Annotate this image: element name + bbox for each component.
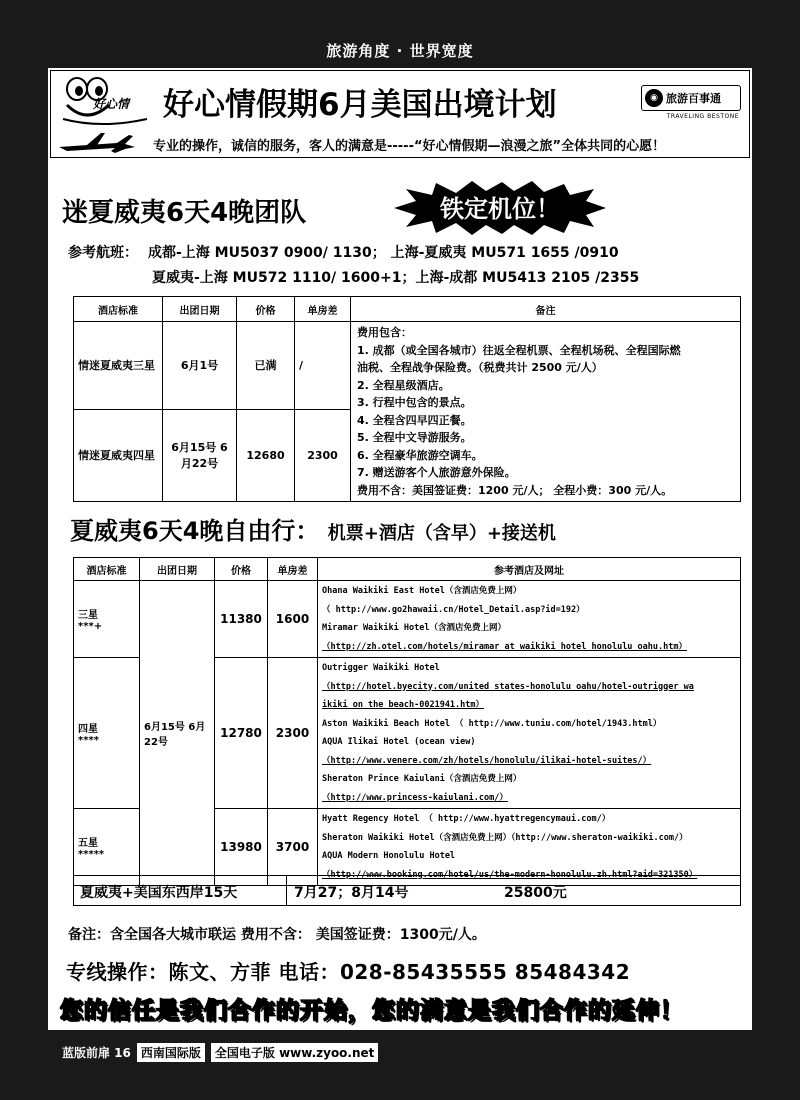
departure-date: 6月1号: [163, 322, 237, 410]
brand-name: 旅游百事通: [666, 92, 721, 105]
table-row: [74, 322, 741, 410]
hotel-line: Hyatt Regency Hotel （ http://www.hyattregencymaui.com/）: [322, 814, 611, 824]
col-header: 出团日期: [140, 558, 215, 581]
top-tagline: 旅游角度 · 世界宽度: [326, 42, 474, 60]
departure-date: 6月15号 6月22号: [140, 581, 215, 886]
brand-badge: [641, 85, 741, 111]
hotel-url-link[interactable]: （http://www.booking.com/hotel/us/the-modern-honolulu.zh.html?aid=321350）: [322, 869, 698, 880]
col-header: 单房差: [295, 297, 351, 322]
note-line: 7. 赠送游客个人旅游意外保险。: [357, 466, 516, 479]
star-mark: ****: [78, 735, 99, 746]
single-supplement: /: [295, 322, 351, 410]
section2-title: [70, 511, 556, 546]
header-title: 好心情假期6月美国出境计划: [163, 87, 557, 123]
starburst-badge: [394, 181, 606, 235]
east-coast-dates: 7月27；8月14号: [294, 885, 409, 901]
flight-line-1: 成都-上海 MU5037 0900/ 1130； 上海-夏威夷 MU571 1655 /0910: [148, 245, 619, 261]
hotel-line: Ohana Waikiki East Hotel（含酒店免费上网）: [322, 586, 522, 596]
single-supplement: 3700: [268, 809, 318, 886]
hotel-line: AQUA Modern Honolulu Hotel: [322, 851, 456, 861]
hotel-list: [318, 658, 741, 809]
col-header: 酒店标准: [74, 558, 140, 581]
note-line: 费用包含：: [357, 326, 412, 339]
price: 已满: [237, 322, 295, 410]
table-header-row: [74, 558, 741, 581]
section2-title-main: 夏威夷6天4晚自由行：: [70, 517, 320, 545]
note-line: 6. 全程豪华旅游空调车。: [357, 448, 483, 462]
table-header-row: [74, 297, 741, 322]
star-cell: [74, 809, 140, 886]
free-travel-table: [73, 557, 741, 886]
globe-icon: ◉: [645, 89, 663, 107]
col-header: 出团日期: [163, 297, 237, 322]
footer-edition-box: 西南国际版: [137, 1043, 205, 1062]
star-cell: [74, 581, 140, 658]
price: 12680: [237, 409, 295, 501]
contact-line: 专线操作：陈文、方菲 电话：028-85435555 85484342: [66, 960, 631, 984]
hotel-line: （ http://www.go2hawaii.cn/Hotel_Detail.asp?id=192）: [322, 604, 585, 615]
col-header: 价格: [237, 297, 295, 322]
note-line: 4. 全程含四早四正餐。: [357, 413, 472, 427]
star-level: 四星: [78, 724, 98, 735]
col-header: 酒店标准: [74, 297, 163, 322]
hotel-line: Outrigger Waikiki Hotel: [322, 663, 440, 673]
star-level: 三星: [78, 610, 98, 621]
hotel-url-link[interactable]: （http://hotel.byecity.com/united_states-honolulu_oahu/hotel-outrigger_wa: [322, 681, 694, 692]
hotel-url-link[interactable]: （http://www.princess-kaiulani.com/）: [322, 792, 508, 803]
note-line: 5. 全程中文导游服务。: [357, 431, 472, 444]
group-tour-table: [73, 296, 741, 502]
hotel-standard: 情迷夏威夷四星: [74, 409, 163, 501]
flights-label: 参考航班：: [68, 245, 138, 261]
price: 13980: [215, 809, 268, 886]
burst-text: 铁定机位！: [440, 195, 560, 223]
hotel-url-link[interactable]: （http://zh.otel.com/hotels/miramar_at_waikiki_hotel_honolulu_oahu.htm）: [322, 641, 687, 652]
star-mark: ***+: [78, 621, 103, 632]
hotel-line: Miramar Waikiki Hotel（含酒店免费上网）: [322, 623, 506, 633]
hotel-url-link[interactable]: ikiki_on_the_beach-0021941.htm）: [322, 700, 485, 710]
east-coast-price: 25800元: [504, 885, 567, 901]
section2-subtitle: 机票+酒店（含早）+接送机: [327, 523, 556, 544]
price: 11380: [215, 581, 268, 658]
price: 12780: [215, 658, 268, 809]
col-header: 价格: [215, 558, 268, 581]
flight-line-2: 夏威夷-上海 MU572 1110/ 1600+1；上海-成都 MU5413 2105 /2355: [152, 270, 640, 286]
star-cell: [74, 658, 140, 809]
hotel-standard: 情迷夏威夷三星: [74, 322, 163, 410]
hotel-line: Sheraton Waikiki Hotel（含酒店免费上网）（http://www.sheraton-waikiki.com/）: [322, 832, 688, 843]
page: [48, 68, 752, 1030]
col-header: 参考酒店及网址: [318, 558, 741, 581]
header: [50, 70, 750, 158]
brand-sub: TRAVELING BESTONE: [666, 113, 739, 120]
hotel-url-link[interactable]: （http://www.venere.com/zh/hotels/honolulu/ilikai-hotel-suites/）: [322, 755, 652, 766]
col-header: 单房差: [268, 558, 318, 581]
hotel-list: [318, 581, 741, 658]
airplane-icon: [57, 127, 137, 157]
single-supplement: 2300: [268, 658, 318, 809]
star-level: 五星: [78, 838, 98, 849]
col-header: 备注: [351, 297, 741, 322]
footer: [62, 1042, 378, 1062]
big-slogan: 您的信任是我们合作的开始，您的满意是我们合作的延伸！: [60, 998, 684, 1024]
note-line: 1. 成都（或全国各城市）往返全程机票、全程机场税、全程国际燃: [357, 343, 681, 357]
hotel-list: [318, 809, 741, 886]
footer-website[interactable]: 全国电子版 www.zyoo.net: [211, 1043, 379, 1062]
note-line: 费用不含：美国签证费：1200 元/人； 全程小费：300 元/人。: [357, 483, 673, 497]
east-coast-row: [73, 875, 741, 906]
single-supplement: 1600: [268, 581, 318, 658]
bottom-note: 备注：含全国各大城市联运 费用不含： 美国签证费：1300元/人。: [68, 927, 486, 943]
hotel-line: Aston Waikiki Beach Hotel （ http://www.tuniu.com/hotel/1943.html）: [322, 718, 662, 729]
section1-title: 迷夏威夷6天4晚团队: [62, 198, 307, 228]
header-slogan: 专业的操作，诚信的服务，客人的满意是-----“好心情假期—浪漫之旅”全体共同的心愿！: [153, 139, 666, 154]
note-line: 3. 行程中包含的景点。: [357, 396, 472, 409]
notes-cell: [351, 322, 741, 502]
note-line: 2. 全程星级酒店。: [357, 378, 450, 392]
hotel-line: Sheraton Prince Kaiulani（含酒店免费上网）: [322, 774, 522, 784]
hotel-line: AQUA Ilikai Hotel (ocean view): [322, 737, 476, 747]
departure-date: 6月15号 6月22号: [163, 409, 237, 501]
east-coast-name: 夏威夷+美国东西岸15天: [80, 885, 238, 901]
note-line: 油税、全程战争保险费。（税费共计 2500 元/人）: [357, 361, 603, 374]
single-supplement: 2300: [295, 409, 351, 501]
logo-text: 好心情: [93, 97, 130, 111]
footer-left: 蓝版前扉 16: [62, 1045, 131, 1060]
table-row: [74, 581, 741, 658]
star-mark: *****: [78, 849, 105, 860]
